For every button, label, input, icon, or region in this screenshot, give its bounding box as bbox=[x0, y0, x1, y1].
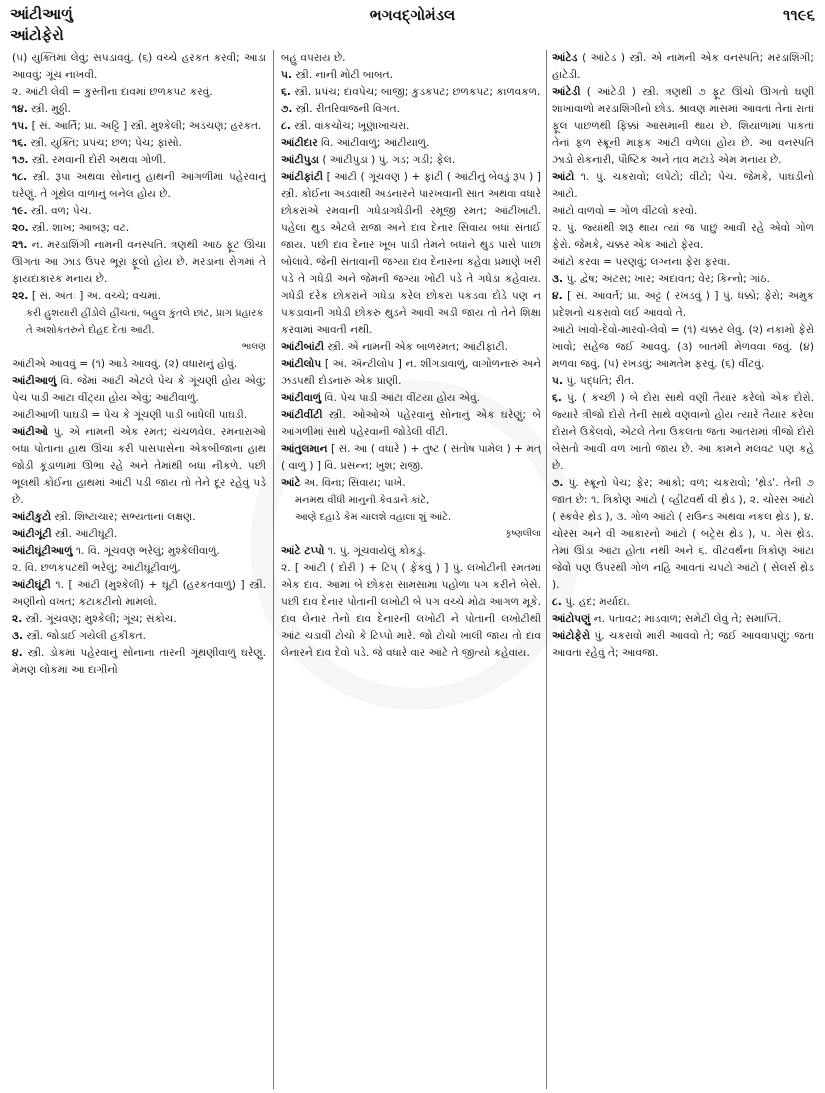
dictionary-entry bbox=[12, 628, 266, 645]
dictionary-entry bbox=[12, 560, 266, 577]
entry-definition: સ્ત્રી. ગૂંચવણ; મુશ્કેલી; ગૂંચ; સંકોચ. bbox=[25, 613, 177, 625]
entry-headword: ૫. bbox=[281, 69, 292, 81]
entry-definition: સ્ત્રી. આંટીઘૂંટી. bbox=[54, 528, 118, 540]
entry-headword: ૪. bbox=[552, 290, 563, 302]
dictionary-entry bbox=[12, 356, 266, 373]
entry-headword: આંતુલમાન bbox=[281, 443, 328, 455]
quotation-source: કૃષ્ણલીલા bbox=[505, 529, 541, 539]
dictionary-column-1 bbox=[12, 50, 266, 679]
dictionary-entry bbox=[552, 254, 814, 271]
entry-headword: આંટીગૂંટી bbox=[12, 528, 52, 540]
entry-headword: આંટીકુટો bbox=[12, 511, 51, 523]
dictionary-entry bbox=[12, 611, 266, 628]
dictionary-entry bbox=[12, 50, 266, 84]
dictionary-entry bbox=[281, 84, 541, 101]
entry-definition: ન. પતાવટ; માંડવાળ; સમેટી લેવું તે; સમાપ્તિ. bbox=[593, 613, 782, 625]
dictionary-entry bbox=[281, 67, 541, 84]
entry-headword: ૧૪. bbox=[12, 103, 28, 115]
entry-definition: ૨. આંટી લેવી = કુસ્તીના દાવમાં છળકપટ કરવું. bbox=[12, 86, 213, 98]
entry-definition: ૨. વિ. છળકપટથી ભરેલું; આંટીઘૂંટીવાળું. bbox=[12, 562, 181, 574]
entry-headword: આંટીલોપ bbox=[281, 358, 322, 370]
entry-definition: સ્ત્રી. પ્રપંચ; દાવપેચ; બાજી; કુડકપટ; છળકપટ; કાળવકળ. bbox=[294, 86, 541, 98]
entry-definition: ૧. વિ. ગૂંચવણ ભરેલું; મુશ્કેલીવાળું. bbox=[75, 545, 220, 557]
entry-definition: સ્ત્રી. ઓઓએ પહેરવાનું સોનાનું એક ઘરેણું; બે આંગળીમાં સાથે પહેરવાની જોડેલી વીંટી. bbox=[281, 409, 541, 438]
dictionary-entry bbox=[12, 220, 266, 237]
dictionary-entry bbox=[281, 356, 541, 390]
dictionary-entry bbox=[552, 322, 814, 373]
dictionary-entry bbox=[12, 373, 266, 407]
dictionary-entry bbox=[12, 135, 266, 152]
entry-definition: ૨. પું. જ્યાંથી શરૂ થાય ત્યાં જ પાછું આવી રહે એવો ગોળ ફેરો. જેમકે, ચક્કર એક આંટો ફેરવ. bbox=[552, 222, 814, 251]
dictionary-entry bbox=[281, 169, 541, 339]
entry-definition: વિ. આંટીવાળું; આંટીયાળું. bbox=[321, 137, 430, 149]
entry-headword: ૭. bbox=[552, 477, 564, 489]
entry-definition: વિ. જેમાં આંટી એટલે પેચ કે ગૂંચણી હોય એવું; પેચ પાડી આંટા વીંટ્યા હોય એવું; આંટીવાળું. bbox=[12, 375, 266, 404]
dictionary-entry bbox=[281, 543, 541, 560]
entry-definition: સ્ત્રી. યુક્તિ; પ્રપંચ; છળ; પેચ; ફાંસો. bbox=[30, 137, 183, 149]
entry-definition: સ્ત્રી. શાખ; આબરૂ; વટ. bbox=[32, 222, 130, 234]
dictionary-entry bbox=[12, 203, 266, 220]
entry-definition: પું. એ નામની એક રમત; ચંચળવેલ. રમનારાઓ બધા પોતાના હાથ ઊંચા કરી પાસપાસેના એકબીજાના હાથ જોડી કૂંડાળામાં ઊભા રહે અને તેમાંથી બધા નીકળે. પછી ભૂલથી કોઈના હાથમાં આંટી પડી જાય તો તેને દૂર રહેવું પડે છે. bbox=[12, 426, 266, 506]
entry-definition: [ સં. અંતઃ ] અ. વચ્ચે; વચમાં. bbox=[31, 290, 161, 302]
entry-definition: પું. ચકરાવો મારી આવવો તે; જઈ આવવાપણું; જતા આવતા રહેવું તે; આવજા. bbox=[552, 630, 814, 659]
last-guideword: આંટોફેરો bbox=[10, 26, 64, 44]
entry-headword: ૬. bbox=[281, 86, 291, 98]
dictionary-entry bbox=[281, 118, 541, 135]
dictionary-entry bbox=[12, 84, 266, 101]
entry-definition: સ્ત્રી. વાંકચોંચ; ખૂણાખાચરા. bbox=[294, 120, 410, 132]
column-divider bbox=[546, 50, 547, 1089]
dictionary-entry bbox=[12, 407, 266, 424]
quotation-line: મનમથ વીંધી માનુની કેવડાને કાંટે, bbox=[295, 495, 430, 506]
entry-headword: આંટીદાર bbox=[281, 137, 318, 149]
entry-headword: ૨૧. bbox=[12, 239, 28, 251]
entry-definition: પું. દ્વેષ; અંટસ; ખાર; અદાવત; વેર; કિન્નો; ગાંઠ. bbox=[566, 273, 770, 285]
dictionary-entry bbox=[281, 441, 541, 475]
entry-headword: આંટીવીંટી bbox=[281, 409, 323, 421]
entry-headword: આંટીઓ bbox=[12, 426, 49, 438]
entry-headword: ૧૫. bbox=[12, 120, 29, 132]
entry-definition: [ સં. આર્તિ; પ્રા. અટ્ટિ ] સ્ત્રી. મુશ્કેલી; અડચણ; હરકત. bbox=[31, 120, 262, 132]
entry-definition: સ્ત્રી. ડોકમાં પહેરવાનું સોનાના તારની ગૂંથણીવાળું ઘરેણું. મેમણ લોકમાં આ દાગીનો bbox=[12, 647, 266, 676]
entry-definition: પું. પદ્ધતિ; રીત. bbox=[566, 375, 635, 387]
dictionary-entry bbox=[281, 50, 541, 67]
dictionary-entry bbox=[552, 594, 814, 611]
dictionary-entry bbox=[12, 288, 266, 305]
entry-headword: ૩. bbox=[12, 630, 24, 642]
entry-definition: (૫) યુક્તિમાં લેવું; સપડાવવું. (૬) વચ્ચે હરકત કરવી; આડા આવવું; ગૂંચ નાખવી. bbox=[12, 52, 266, 81]
entry-definition: આંટો વાળવો = ગોળ વીંટલો કરવો. bbox=[552, 205, 698, 217]
entry-headword: આંટીઘૂંટીઆળું bbox=[12, 545, 73, 557]
entry-definition: સ્ત્રી. વળ; પેચ. bbox=[30, 205, 92, 217]
entry-definition: [ આંટી ( ગૂંચવણ ) + ફાંટી ( આંટીનું બેવડું રૂપ ) ] સ્ત્રી. કોઈના અડવાથી અડનારને પારખવાની સાત અથવા વધારે છોકરાંએ રમવાની ગધેડાગધેડીની રમૂજી રમત; આંટીખાંટી. પહેલાં થુડ એટલે રાજા અને દાવ દેનાર સિવાય બધાં સંતાઈ જાય. પછી દાવ દેનાર ખૂબ પાડી તેમને બધાંને થુડ પાસે પાછા બોલાવે. જેની સંતાવાની જગ્યા દાવ દેનારના કહેવા પ્રમાણે ખરી પડે તે ગધેડી અને જેમની જગ્યા ખોટી પડે તે ગધેડા કહેવાય. ગધેડી દરેક છોકરાંને ગધેડા કરેલ છોકરાં પકડવા દોડે પણ ન પકડાવાની ગધેડી છોકરું થુડને આવી અડી જાય તો તેને શિક્ષા કરવામાં આવતી નથી. bbox=[281, 171, 541, 336]
dictionary-entry bbox=[552, 50, 814, 84]
entry-headword: આંટોપણું bbox=[552, 613, 591, 625]
dictionary-entry bbox=[552, 390, 814, 475]
entry-headword: ૮. bbox=[552, 596, 562, 608]
quotation-line: આણે દહાડે કેમ ચાલશે વહાલા શું આંટે. bbox=[295, 512, 452, 523]
page-number: ૧૧૯૬ bbox=[783, 6, 815, 24]
dictionary-entry bbox=[12, 237, 266, 288]
entry-definition: ( આંટેડ ) સ્ત્રી. એ નામની એક વનસ્પતિ; મરડાશિંગી; હાટેડી. bbox=[552, 52, 814, 81]
dictionary-entry bbox=[552, 611, 814, 628]
entry-headword: આંટેડી bbox=[552, 86, 581, 98]
dictionary-entry bbox=[12, 118, 266, 135]
entry-headword: આંટીબાંટી bbox=[281, 341, 324, 353]
dictionary-entry bbox=[552, 288, 814, 322]
entry-definition: સ્ત્રી. રૂપા અથવા સોનાનું હાથની આંગળીમાં પહેરવાનું ઘરેણું. તે ગૂંથેલ વાળાનું બનેલ હોય છે. bbox=[12, 171, 266, 200]
entry-definition: સ્ત્રી. મુઠ્ઠી. bbox=[31, 103, 71, 115]
dictionary-entry bbox=[552, 169, 814, 203]
entry-definition: પું. ( કચ્છી ) બે દોરા સાથે વણી તૈયાર કરેલો એક દોરો. જ્યારે ત્રીજો દોરો તેની સાથે વણવાનો હોય ત્યારે તૈયાર કરેલા દોરાને ઉકેલવો, એટલે તેના ઉકલતા જતા આંતરામાં ત્રીજો દોરો બેસતો આવી વળ ખાતો જાય છે. આ કામને મલવટ પણ કહે છે. bbox=[552, 392, 814, 472]
entry-definition: સ્ત્રી. રીતરિવાજની વિગત. bbox=[295, 103, 400, 115]
entry-headword: આંટે ટપ્પો bbox=[281, 545, 325, 557]
entry-definition: ૧. [ આંટી (મુશ્કેલી) + ઘૂંટી (હરકતવાળું) ] સ્ત્રી. અણીનો વખત; કટાકટીનો મામલો. bbox=[12, 579, 266, 608]
entry-definition: બહુ વપરાય છે. bbox=[281, 52, 346, 64]
entry-headword: ૧૮. bbox=[12, 171, 28, 183]
entry-headword: આંટેડ bbox=[552, 52, 578, 64]
dictionary-entry bbox=[12, 526, 266, 543]
entry-headword: આંટે bbox=[281, 477, 301, 489]
entry-headword: ૩. bbox=[552, 273, 564, 285]
dictionary-entry bbox=[552, 220, 814, 254]
entry-definition: ૧. પું. ચકરાવો; લપેટો; વીંટો; પેચ. જેમકે, પાઘડીનો આંટો. bbox=[552, 171, 814, 200]
dictionary-entry bbox=[552, 628, 814, 662]
dictionary-entry bbox=[12, 169, 266, 203]
dictionary-entry bbox=[12, 424, 266, 509]
dictionary-entry bbox=[12, 509, 266, 526]
dictionary-entry bbox=[552, 84, 814, 169]
entry-headword: ૨૦. bbox=[12, 222, 29, 234]
dictionary-entry bbox=[12, 543, 266, 560]
entry-definition: અ. વિના; સિવાય; પાખે. bbox=[304, 477, 406, 489]
entry-definition: [ સં. આવર્ત; પ્રા. અટ્ટ ( રખડવું ) ] પું. ધક્કો; ફેરો; અમુક પ્રદેશનો ચકરાવો લઈ આવવો તે. bbox=[552, 290, 814, 319]
book-title: ભગવદ્ગોમંડલ bbox=[369, 6, 456, 24]
page-header bbox=[10, 4, 815, 50]
entry-definition: ( આંટેડી ) સ્ત્રી. ત્રણથી ૭ ફૂટ ઊંચો ઊગતો ઘણી શાખાવાળો મરડાશિંગીનો છોડ. શ્રાવણ માસમાં આવતાં તેનાં રાતાં ફૂલ પાછળથી ફિક્કાં આસમાની થાય છે. શિયાળામાં પાકતાં તેનાં ફળ સ્ક્રૂની માફક આંટી વળેલાં હોય છે. આ વનસ્પતિ ઝાડો રોકનારી, પૌષ્ટિક અને તાવ મટાડે એમ મનાય છે. bbox=[552, 86, 814, 166]
entry-headword: ૧૯. bbox=[12, 205, 28, 217]
dictionary-entry bbox=[552, 373, 814, 390]
dictionary-entry bbox=[281, 407, 541, 441]
entry-headword: આંટોફેરો bbox=[552, 630, 590, 642]
quotation-source: ભાલણ bbox=[241, 342, 266, 352]
entry-headword: આંટીઆળું bbox=[12, 375, 57, 387]
entry-definition: આંટીએ આવવું = (૧) આડે આવવું. (૨) વધારાનું હોવું. bbox=[12, 358, 238, 370]
entry-definition: ૨. [ આંટી ( દોરી ) + ટિપ્ ( ફેંકવું ) ] પું. લખોટીની રમતમાં એક દાવ. આમાં બે છોકરા સામસામા પહોળા પગ કરીને બેસે. પછી દાવ દેનાર પોતાની લખોટી બે પગ વચ્ચે મોઢા આગળ મૂકે. દાવ લેનાર તેનો દાવ દેનારની લખોટી ને પોતાની લખોટીથી આંટ ચડાવી ટોચો કે ટિપ્પો મારે. જો ટોચો ખાલી જાય તો દાવ લેનારને દાવ દેવો પડે. જે વધારે વાર આંટે તે જીત્યો કહેવાય. bbox=[281, 562, 541, 659]
entry-headword: આંટીપુડા bbox=[281, 154, 319, 166]
dictionary-column-3 bbox=[552, 50, 814, 662]
dictionary-entry bbox=[552, 203, 814, 220]
entry-definition: ૧. પું. ગૂંચવાયેલું કોકડું. bbox=[327, 545, 426, 557]
entry-headword: ૭. bbox=[281, 103, 293, 115]
dictionary-entry bbox=[281, 339, 541, 356]
dictionary-entry bbox=[281, 135, 541, 152]
entry-headword: ૧૭. bbox=[12, 154, 29, 166]
dictionary-entry bbox=[552, 271, 814, 288]
entry-definition: આંટીઆળી પાઘડી = પેચ કે ગૂંચણી પાડી બાંધેલી પાઘડી. bbox=[12, 409, 248, 421]
dictionary-entry bbox=[281, 390, 541, 407]
entry-headword: આંટીવાળું bbox=[281, 392, 322, 404]
entry-definition: પું. સ્ક્રૂનો પેચ; ફેર; આંકો; વળ; ચકરાવો; 'થ્રેડ'. તેની ૭ જાત છે: ૧. ત્રિકોણ આંટો ( વ્હીટવર્થ વી થ્રેડ ), ૨. ચોરસ આંટો ( સ્કવેર થ્રેડ ), ૩. ગોળ આંટો ( રાઉન્ડ અથવા નકલ થ્રેડ ), ૪. ચોરસ અને વી આકારનો આંટો ( બટ્રેસ થ્રેડ ), ૫. ગેસ થ્રેડ. તેમાં ઊંડા આંટા હોતા નથી અને ૬. વીટવર્થના ત્રિકોણ આંટા જેવો પણ ઉપરથી ગોળ નહિ આવતાં ચપટો આંટો ( સેલર્સ થ્રેડ ). bbox=[552, 477, 814, 591]
entry-headword: ૬. bbox=[552, 392, 562, 404]
entry-definition: સ્ત્રી. નાની મોટી બાબત. bbox=[295, 69, 394, 81]
dictionary-column-2 bbox=[281, 50, 541, 662]
dictionary-entry bbox=[12, 577, 266, 611]
dictionary-entry bbox=[12, 101, 266, 118]
entry-definition: આંટો ખાવો-દેવો-મારવો-લેવો = (૧) ચક્કર લેવું. (૨) નકામો ફેરો ખાવો; સહેજ જઈ આવવું. (૩) બાતમી મેળવવા જવું. (૪) મળવા જવું. (૫) રખડવું; આમતેમ ફરવું. (૬) વીંટવું. bbox=[552, 324, 814, 370]
entry-definition: સ્ત્રી. રમવાની દોરી અથવા ગોળી. bbox=[31, 154, 166, 166]
dictionary-entry bbox=[281, 152, 541, 169]
entry-definition: ( આંટીપુડા ) પું. ગડ; ગડી; ફેલ. bbox=[322, 154, 456, 166]
entry-definition: સ્ત્રી. એ નામની એક બાળરમત; આંટીફાંટી. bbox=[327, 341, 509, 353]
entry-definition: સ્ત્રી. શિષ્ટાચાર; સભ્યતાનાં લક્ષણ. bbox=[54, 511, 196, 523]
entry-headword: આંટીઘૂંટી bbox=[12, 579, 51, 591]
entry-headword: ૧૬. bbox=[12, 137, 28, 149]
dictionary-entry bbox=[281, 560, 541, 662]
entry-headword: ૪. bbox=[12, 647, 23, 659]
entry-headword: આંટો bbox=[552, 171, 575, 183]
entry-headword: આંટીફાંટી bbox=[281, 171, 324, 183]
entry-headword: ૮. bbox=[281, 120, 291, 132]
entry-definition: વિ. પેચ પાડી આંટા વીંટયા હોય એવું. bbox=[324, 392, 481, 404]
dictionary-entry bbox=[281, 475, 541, 492]
entry-headword: ૨. bbox=[12, 613, 23, 625]
entry-definition: [ અં. ઍન્ટીલોપ ] ન. શીંગડાવાળું, વાગોળનારું અને ઝડપથી દોડનારું એક પ્રાણી. bbox=[281, 358, 541, 387]
first-guideword: આંટીઆળું bbox=[10, 5, 73, 23]
entry-headword: ૨૨. bbox=[12, 290, 29, 302]
entry-definition: [ સં. આ ( વધારે ) + તુષ્ટ ( સંતોષ પામેલ ) + મત્ ( વાળું ) ] વિ. પ્રસન્ન; ખુશ; રાજી. bbox=[281, 443, 541, 472]
entry-definition: પું. હદ; મર્યાદા. bbox=[565, 596, 630, 608]
entry-definition: આંટો કરવા = પરણવું; લગ્નના ફેરા ફરવા. bbox=[552, 256, 730, 268]
entry-headword: ૫. bbox=[552, 375, 563, 387]
entry-definition: ન. મરડાશિંગી નામની વનસ્પતિ. ત્રણથી આઠ ફૂટ ઊંચા ઊગતા આ ઝાડ ઉપર ભૂરાં ફૂલો હોય છે. મરડાના રોગમાં તે ફાયદાકારક મનાય છે. bbox=[12, 239, 266, 285]
quotation-line: કરી હુશયારી હીંડોલે હીંચતાં, બહુલ કુંતલે છાંટ, પ્રાગ પ્રહારક તે અશોકતરુને દોહદ દેતાં આંટી. bbox=[26, 308, 264, 336]
dictionary-entry bbox=[12, 152, 266, 169]
dictionary-entry bbox=[281, 101, 541, 118]
entry-definition: સ્ત્રી. જોડાઈ ગયેલી હકીકત. bbox=[26, 630, 147, 642]
dictionary-entry bbox=[12, 645, 266, 679]
dictionary-entry bbox=[552, 475, 814, 594]
column-divider bbox=[273, 50, 274, 1089]
